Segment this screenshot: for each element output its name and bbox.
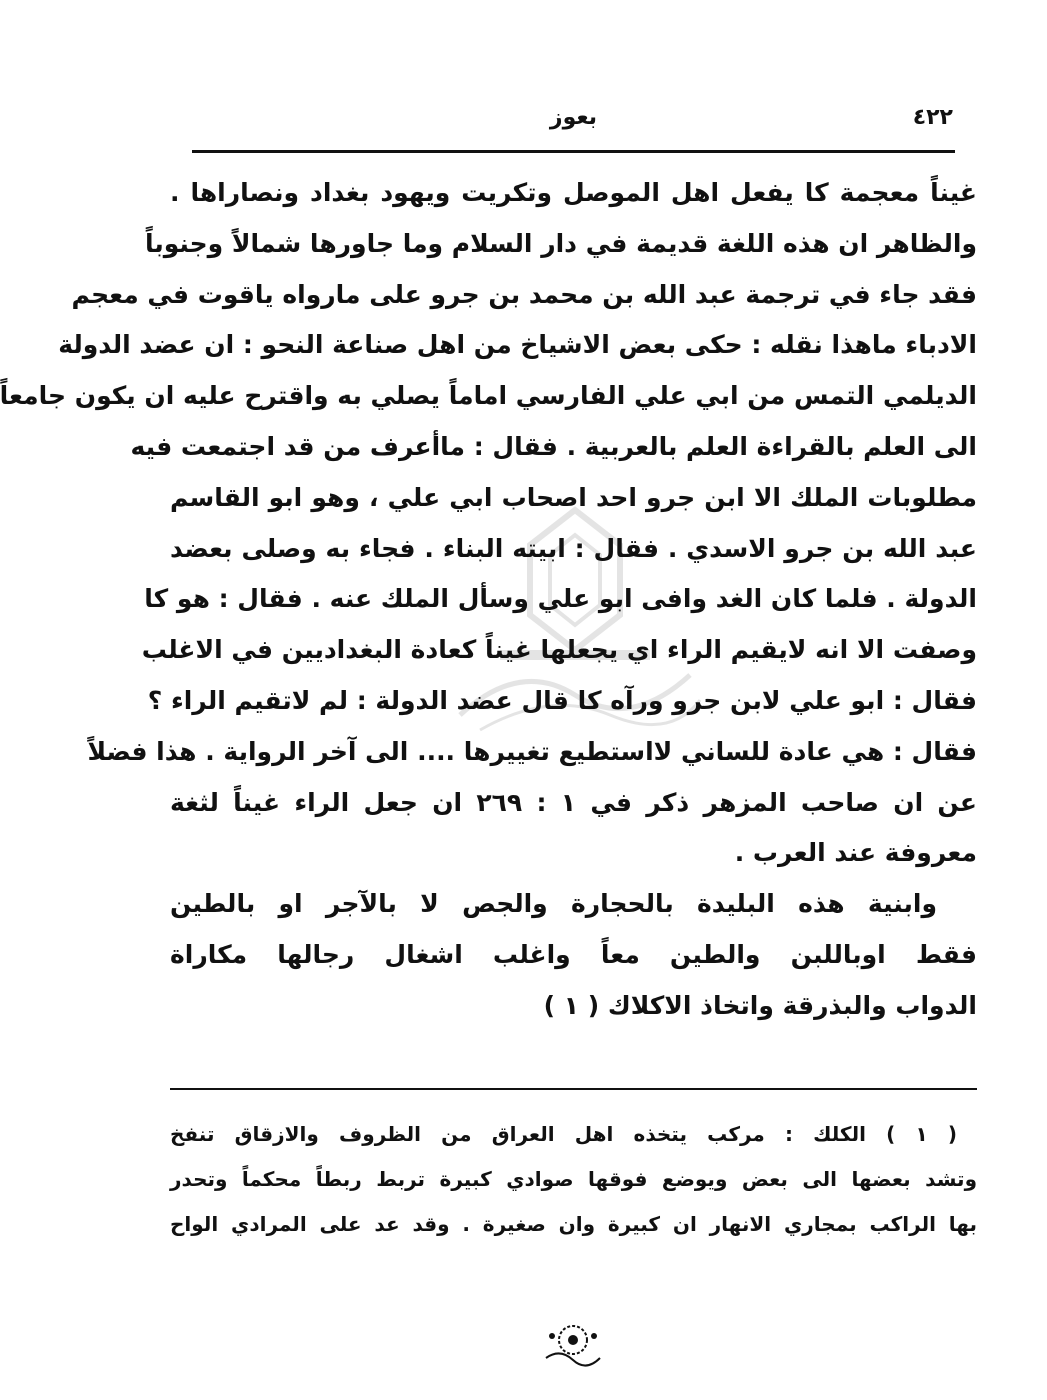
text-line: فقد جاء في ترجمة عبد الله بن محمد بن جرو على مارواه ياقوت في معجم bbox=[71, 279, 977, 309]
footnote-rule bbox=[170, 1088, 977, 1090]
footnote-line: ( ١ ) الكلك : مركب يتخذه اهل العراق من الظروف والازقاق تنفخ bbox=[170, 1122, 957, 1146]
text-line: وابنية هذه البليدة بالحجارة والجص لا بالآجر او بالطين bbox=[170, 889, 937, 919]
text-line: فقال : ابو علي لابن جرو ورآه كا قال عضد الدولة : لم لاتقيم الراء ؟ bbox=[147, 685, 977, 715]
main-text bbox=[0, 168, 978, 1032]
text-line: معروفة عند العرب . bbox=[734, 838, 977, 868]
text-line: الادباء ماهذا نقله : حكى بعض الاشياخ من اهل صناعة النحو : ان عضد الدولة bbox=[58, 330, 977, 360]
page-header bbox=[170, 105, 977, 145]
text-line: الدولة . فلما كان الغد وافى ابو علي وسأل الملك عنه . فقال : هو كا bbox=[144, 584, 977, 614]
text-line: مطلوبات الملك الا ابن جرو احد اصحاب ابي علي ، وهو ابو القاسم bbox=[170, 482, 977, 512]
text-line: فقال : هي عادة للساني لااستطيع تغييرها .... الى آخر الرواية . هذا فضلاً bbox=[87, 736, 977, 766]
header-rule bbox=[192, 150, 955, 153]
text-line: الديلمي التمس من ابي علي الفارسي اماماً يصلي به واقترح عليه ان يكون جامعاً bbox=[0, 381, 977, 411]
running-head: بعوز bbox=[549, 105, 598, 130]
footnote-line: وتشد بعضها الى بعض ويوضع فوقها صوادي كبيرة تربط ربطاً محكماً وتحدر bbox=[170, 1167, 977, 1191]
footnotes bbox=[170, 1112, 977, 1247]
text-line: عن ان صاحب المزهر ذكر في ١ : ٢٦٩ ان جعل الراء غيناً لثغة bbox=[170, 787, 978, 817]
text-line: وصفت الا انه لايقيم الراء اي يجعلها غيناً كعادة البغداديين في الاغلب bbox=[141, 635, 977, 665]
footnote-line: بها الراكب بمجاري الانهار ان كبيرة وان صغيرة . وقد عد على المرادي الواح bbox=[170, 1212, 977, 1236]
text-line: غيناً معجمة كا يفعل اهل الموصل وتكريت ويهود بغداد ونصاراها . bbox=[170, 178, 977, 207]
text-line: الدواب والبذرقة واتخاذ الاكلاك ( ١ ) bbox=[543, 990, 977, 1020]
text-line: والظاهر ان هذه اللغة قديمة في دار السلام وما جاورها شمالاً وجنوباً bbox=[144, 228, 977, 258]
text-line: الى العلم بالقراءة العلم بالعربية . فقال : ماأعرف من قد اجتمعت فيه bbox=[130, 431, 977, 461]
ornament-icon bbox=[540, 1318, 606, 1368]
text-line: فقط اوباللبن والطين معاً واغلب اشغال رجالها مكاراة bbox=[170, 939, 977, 969]
page-number: ٤٢٢ bbox=[912, 105, 953, 130]
text-line: عبد الله بن جرو الاسدي . فقال : ابيته البناء . فجاء به وصلى بعضد bbox=[170, 533, 977, 563]
